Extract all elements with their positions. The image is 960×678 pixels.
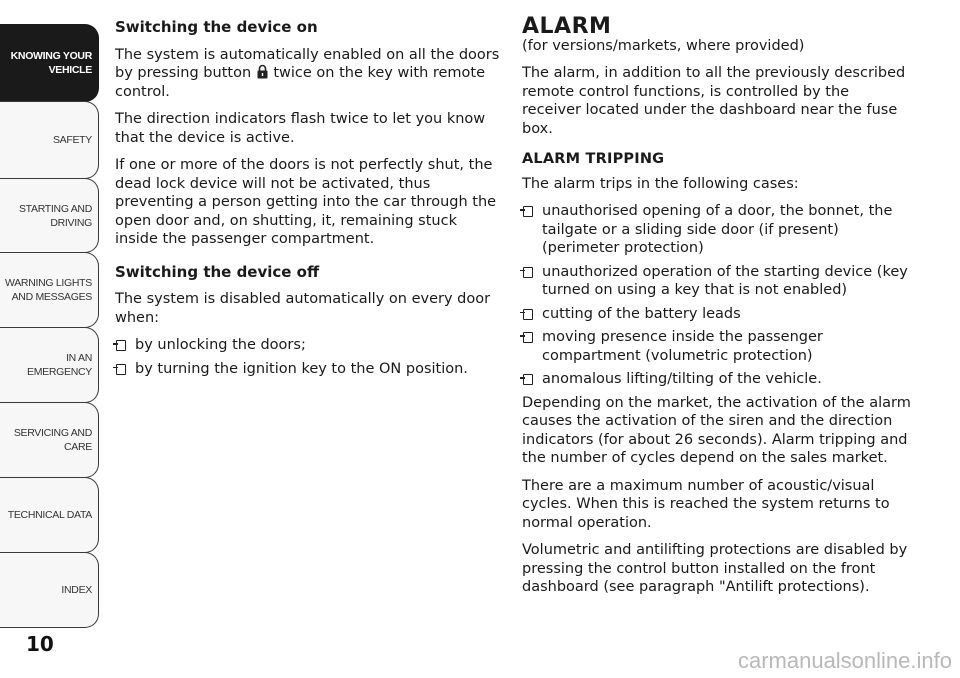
checkbox-bullet-icon [116, 340, 126, 351]
tab-label: WARNING LIGHTS AND MESSAGES [5, 277, 92, 303]
tab-label: SAFETY [52, 134, 92, 146]
tab-label: TECHNICAL DATA [7, 509, 92, 521]
left-column [115, 18, 500, 383]
checkbox-bullet-icon [523, 206, 533, 217]
tab-label: IN AN EMERGENCY [27, 352, 92, 378]
checkbox-bullet-icon [523, 267, 533, 278]
tab-starting-and-driving[interactable] [0, 178, 99, 253]
tab-knowing-your-vehicle[interactable] [0, 24, 99, 102]
checkbox-bullet-icon [523, 309, 533, 320]
heading-switching-off: Switching the device off [115, 262, 320, 281]
list-item: cutting of the battery leads [522, 305, 912, 324]
lock-icon [257, 64, 268, 79]
paragraph-doors: If one or more of the doors is not perfectly shut, the dead lock device will not be activated, thus preventing a person getting into the car through the open door and, on shutting, it, remaining stuck inside the passenger compartment. [115, 157, 497, 247]
tab-in-an-emergency[interactable] [0, 327, 99, 403]
checkbox-bullet-icon [116, 364, 126, 375]
heading-alarm-tripping: ALARM TRIPPING [522, 151, 665, 167]
checkbox-bullet-icon [523, 332, 533, 343]
tab-index[interactable] [0, 552, 99, 628]
list-item: anomalous lifting/tilting of the vehicle. [522, 370, 912, 389]
paragraph-switching-off: The system is disabled automatically on every door when: [115, 291, 491, 326]
tab-label: INDEX [61, 584, 92, 596]
list-item: by turning the ignition key to the ON position. [115, 360, 500, 379]
tab-label: STARTING AND DRIVING [18, 202, 92, 229]
tab-technical-data[interactable] [0, 477, 99, 553]
page-number: 10 [26, 632, 54, 656]
right-column [522, 14, 912, 606]
list-item: moving presence inside the passenger compartment (volumetric protection) [522, 328, 912, 365]
checkbox-bullet-icon [523, 374, 533, 385]
list-item: by unlocking the doors; [115, 336, 500, 355]
tab-warning-lights[interactable] [0, 252, 99, 328]
tab-safety[interactable] [0, 101, 99, 179]
paragraph-cycles: There are a maximum number of acoustic/visual cycles. When this is reached the system returns to normal operation. [522, 477, 890, 531]
watermark: carmanualsonline.info [737, 648, 952, 673]
paragraph-intro: The alarm, in addition to all the previously described remote control functions, is controlled by the receiver located under the dashboard near the fuse box. [522, 65, 906, 137]
paragraph-market: Depending on the market, the activation of the alarm causes the activation of the siren and the direction indicators (for about 26 seconds). Alarm tripping and the number of cycles depend on the sales market. [522, 394, 911, 466]
section-title: ALARM [522, 14, 612, 39]
tab-servicing-and-care[interactable] [0, 402, 99, 478]
paragraph-switching-on: The system is automatically enabled on all the doors by pressing button twice on the key with remote control. [115, 46, 500, 100]
list-item: unauthorised opening of a door, the bonnet, the tailgate or a sliding side door (if present) (perimeter protection) [522, 202, 912, 258]
paragraph-volumetric: Volumetric and antilifting protections are disabled by pressing the control button installed on the front dashboard (see paragraph "Antilift protections). [522, 542, 908, 595]
list-item: unauthorized operation of the starting device (key turned on using a key that is not enabled) [522, 263, 912, 300]
paragraph-tripping: The alarm trips in the following cases: [522, 175, 799, 192]
heading-switching-on: Switching the device on [115, 18, 318, 36]
tab-label: SERVICING AND CARE [13, 427, 92, 453]
section-subtitle: (for versions/markets, where provided) [522, 37, 805, 54]
paragraph-indicators: The direction indicators flash twice to let you know that the device is active. [115, 111, 486, 146]
tab-label: KNOWING YOUR VEHICLE [10, 50, 92, 76]
